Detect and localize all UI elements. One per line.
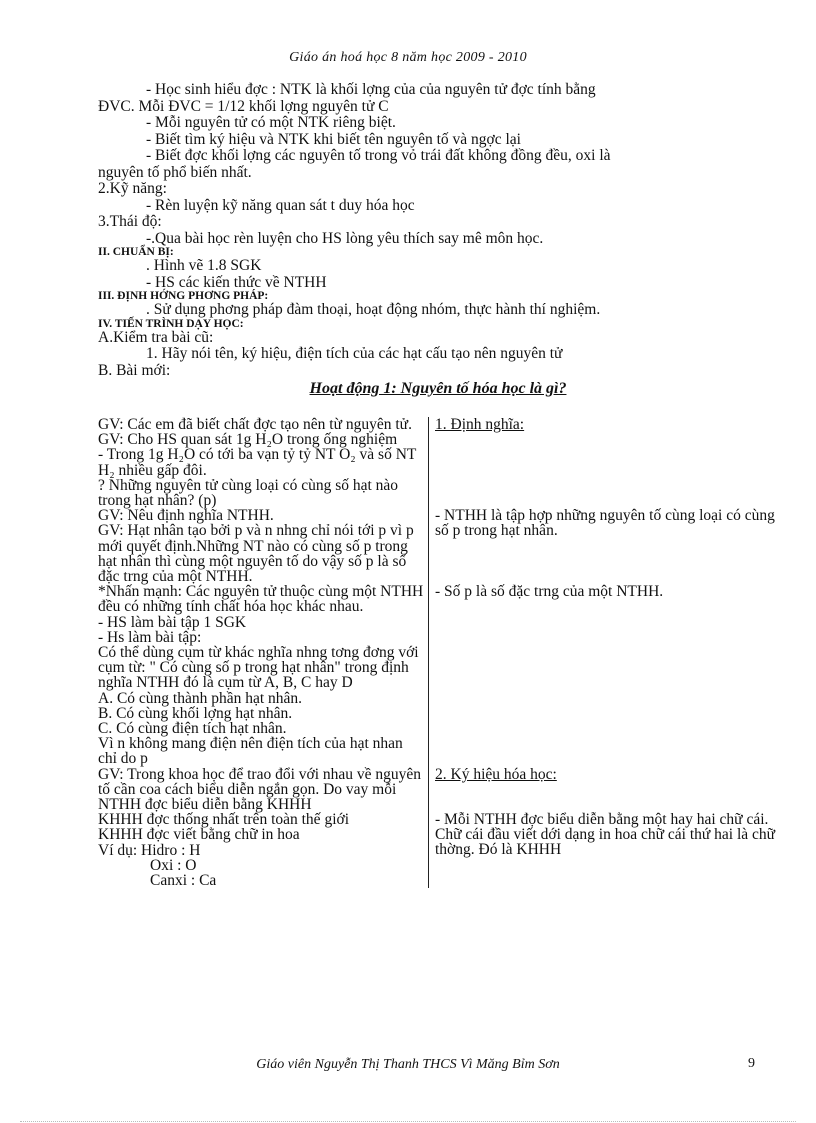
section-heading-method: III. ĐỊNH HỚNG PHƠNG PHÁP: xyxy=(98,290,269,302)
objective-line: nguyên tố phổ biến nhất. xyxy=(98,163,252,181)
content-cell xyxy=(429,767,778,889)
teacher-line: - Trong 1g H₂O có tới ba vạn tỷ tỷ NT O₂ và số NT H₂ nhiều gấp đôi. xyxy=(98,446,417,479)
table-row xyxy=(98,508,777,584)
objective-line: - Biết tìm ký hiệu và NTK khi biết tên nguyên tố và ngợc lại xyxy=(146,130,521,148)
teacher-line: - Hs làm bài tập: xyxy=(98,628,202,646)
page-footer: Giáo viên Nguyễn Thị Thanh THCS Vì Măng Bỉm Sơn xyxy=(256,1057,560,1072)
teacher-activity-cell xyxy=(98,584,429,766)
teacher-line: KHHH đợc viết bằng chữ in hoa xyxy=(98,826,300,844)
attitude-line: -.Qua bài học rèn luyện cho HS lòng yêu thích say mê môn học. xyxy=(146,229,544,247)
teacher-line: GV: Trong khoa học để trao đổi với nhau về nguyên tố cần coa cách biểu diễn ngắn gọn. Do vay mỗi NTHH đợc biểu diễn bằng KHHH xyxy=(98,765,422,814)
page-number: 9 xyxy=(748,1056,755,1071)
teacher-line: GV: Các em đã biết chất đợc tạo nên từ nguyên tử. xyxy=(98,416,412,433)
teacher-line: KHHH đợc thống nhất trên toàn thế giới xyxy=(98,811,349,829)
teacher-line: Vì n không mang điện nên điện tích của hạt nhan chỉ do p xyxy=(98,735,403,768)
page-bottom-rule xyxy=(20,1121,796,1122)
skills-heading: 2.Kỹ năng: xyxy=(98,180,167,197)
teacher-line: - HS làm bài tập 1 SGK xyxy=(98,613,247,631)
preparation-line: . Hình vẽ 1.8 SGK xyxy=(146,257,262,274)
section-heading-process: IV. TIẾN TRÌNH DẠY HỌC: xyxy=(98,317,244,330)
teacher-activity-cell xyxy=(98,508,429,584)
symbol-text: - Mỗi NTHH đợc biểu diễn bằng một hay hai chữ cái. Chữ cái đầu viết dới dạng in hoa chữ cái thứ hai là chữ thờng. Đó là KHHH xyxy=(435,810,776,859)
page-header: Giáo án hoá học 8 năm học 2009 - 2010 xyxy=(289,50,527,65)
answer-option: B. Có cùng khối lợng hạt nhân. xyxy=(98,704,293,722)
lesson-content xyxy=(98,82,778,888)
teacher-line: *Nhấn mạnh: Các nguyên tử thuộc cùng một NTHH đều có những tính chất hóa học khác nhau. xyxy=(98,583,424,616)
table-row xyxy=(98,584,777,766)
example-line: Ví dụ: Hidro : H xyxy=(98,841,201,859)
teacher-activity-cell xyxy=(98,767,429,889)
content-cell xyxy=(429,508,778,584)
example-line: Oxi : O xyxy=(150,856,197,874)
attitude-heading: 3.Thái độ: xyxy=(98,213,162,230)
teacher-line: Có thể dùng cụm từ khác nghĩa nhng tơng đơng với cụm từ: " Có cùng số p trong hạt nhân" trong định nghĩa NTHH đó là cụm từ A, B, C hay D xyxy=(98,644,419,692)
characteristic-text: - Số p là số đặc trng của một NTHH. xyxy=(435,583,664,601)
objective-line: - Học sinh hiểu đợc : NTK là khối lợng của của nguyên tử đợc tính bằng xyxy=(146,81,596,98)
teacher-activity-cell xyxy=(98,417,429,508)
teacher-line: GV: Hạt nhân tạo bởi p và n nhng chỉ nói tới p vì p mới quyết định.Những NT nào có cùng số p trong hạt nhân thì cùng một nguyên tố do vậy số p là số đặc trng của một NTHH. xyxy=(98,522,414,586)
objective-line: - Mỗi nguyên tử có một NTK riêng biệt. xyxy=(146,114,396,131)
activity-title: Hoạt động 1: Nguyên tố hóa học là gì? xyxy=(309,380,567,397)
teacher-line: GV: Nêu định nghĩa NTHH. xyxy=(98,507,274,525)
new-lesson-heading: B. Bài mới: xyxy=(98,361,171,379)
review-question: 1. Hãy nói tên, ký hiệu, điện tích của các hạt cấu tạo nên nguyên tử xyxy=(146,345,563,362)
example-line: Canxi : Ca xyxy=(150,872,217,890)
table-row xyxy=(98,417,777,508)
objective-line: ĐVC. Mỗi ĐVC = 1/12 khối lợng nguyên tử C xyxy=(98,97,389,115)
method-line: . Sử dụng phơng pháp đàm thoại, hoạt động nhóm, thực hành thí nghiệm. xyxy=(146,301,601,318)
definition-text: - NTHH là tập hợp những nguyên tố cùng loại có cùng số p trong hạt nhân. xyxy=(435,507,775,540)
table-row xyxy=(98,767,777,889)
objective-line: - Biết đợc khối lợng các nguyên tố trong vỏ trái đất không đồng đều, oxi là xyxy=(146,147,611,164)
teacher-line: GV: Cho HS quan sát 1g H₂O trong ống nghiệm xyxy=(98,431,398,449)
review-heading: A.Kiểm tra bài cũ: xyxy=(98,328,214,346)
symbol-title: 2. Ký hiệu hóa học: xyxy=(435,765,557,783)
preparation-line: - HS các kiến thức về NTHH xyxy=(146,273,327,291)
content-cell xyxy=(429,417,778,508)
section-heading-preparation: II. CHUẨN BỊ: xyxy=(98,246,174,258)
answer-option: A. Có cùng thành phần hạt nhân. xyxy=(98,689,303,707)
answer-option: C. Có cùng điện tích hạt nhân. xyxy=(98,720,287,738)
lesson-table xyxy=(98,417,777,888)
content-cell xyxy=(429,584,778,766)
definition-title: 1. Định nghĩa: xyxy=(435,416,525,433)
skills-line: - Rèn luyện kỹ năng quan sát t duy hóa học xyxy=(146,196,415,214)
teacher-line: ? Những nguyên tử cùng loại có cùng số hạt nào trong hạt nhân? (p) xyxy=(98,476,399,510)
